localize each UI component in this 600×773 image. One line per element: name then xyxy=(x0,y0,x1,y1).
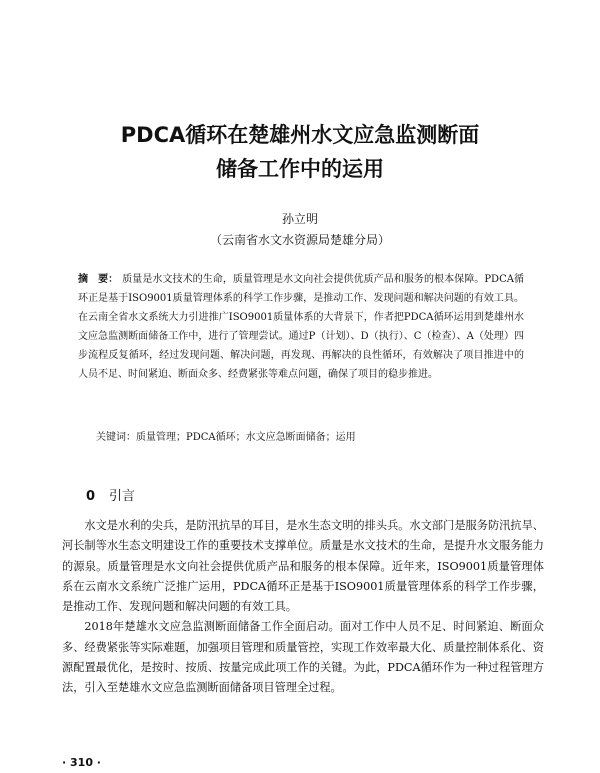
keywords-label: 关键词： xyxy=(96,432,136,443)
title-line-2: 储备工作中的运用 xyxy=(216,157,384,181)
keywords-text: 质量管理；PDCA循环；水文应急断面储备；运用 xyxy=(136,432,356,443)
body-paragraph-1: 水文是水利的尖兵，是防汛抗旱的耳目，是水生态文明的排头兵。水文部门是服务防汛抗旱、河长制等水生态文明建设工作的重要技术支撑单位。质量是水文技术的生命，是提升水文服务能力的源泉。质量管理是水文向社会提供优质产品和服务的根本保障。近年来，ISO9001质量管理体系在云南水文系统广泛推广运用，PDCA循环正是基于ISO9001质量管理体系的科学工作步骤，是推动工作、发现问题和解决问题的有效工具。 xyxy=(62,519,544,614)
section-number: 0 xyxy=(86,489,96,504)
abstract-label: 摘 要： xyxy=(78,274,119,285)
author-affiliation: （云南省水文水资源局楚雄分局） xyxy=(209,233,390,247)
abstract-text: 质量是水文技术的生命，质量管理是水文向社会提供优质产品和服务的根本保障。PDCA循环正是基于ISO9001质量管理体系的科学工作步骤，是推动工作、发现问题和解决问题的有效工具。在云南全省水文系统大力引进推广ISO9001质量体系的大背景下，作者把PDCA循环运用到楚雄州水文应急监测断面储备工作中，进行了管理尝试。通过P（计划）、D（执行）、C（检查）、A（处理）四步流程反复循环，经过发现问题、解决问题，再发现、再解决的良性循环，有效解决了项目推进中的人员不足、时间紧迫、断面众多、经费紧张等难点问题，确保了项目的稳步推进。 xyxy=(78,274,524,380)
keywords xyxy=(96,430,526,446)
abstract xyxy=(78,270,524,384)
author-name: 孙立明 xyxy=(281,212,318,226)
article-title xyxy=(60,118,540,186)
section-heading xyxy=(86,488,135,506)
title-line-1: PDCA循环在楚雄州水文应急监测断面 xyxy=(120,123,480,147)
section-title: 引言 xyxy=(109,489,136,504)
body-paragraph-2: 2018年楚雄水文应急监测断面储备工作全面启动。面对工作中人员不足、时间紧迫、断面众多、经费紧张等实际难题，加强项目管理和质量管控，实现工作效率最大化、质量控制体系化、资源配置最优化，是按时、按质、按量完成此项工作的关键。为此，PDCA循环作为一种过程管理方法，引入至楚雄水文应急监测断面储备项目管理全过程。 xyxy=(62,620,544,695)
page-number: · 310 · xyxy=(62,756,101,769)
body-text xyxy=(62,516,544,699)
